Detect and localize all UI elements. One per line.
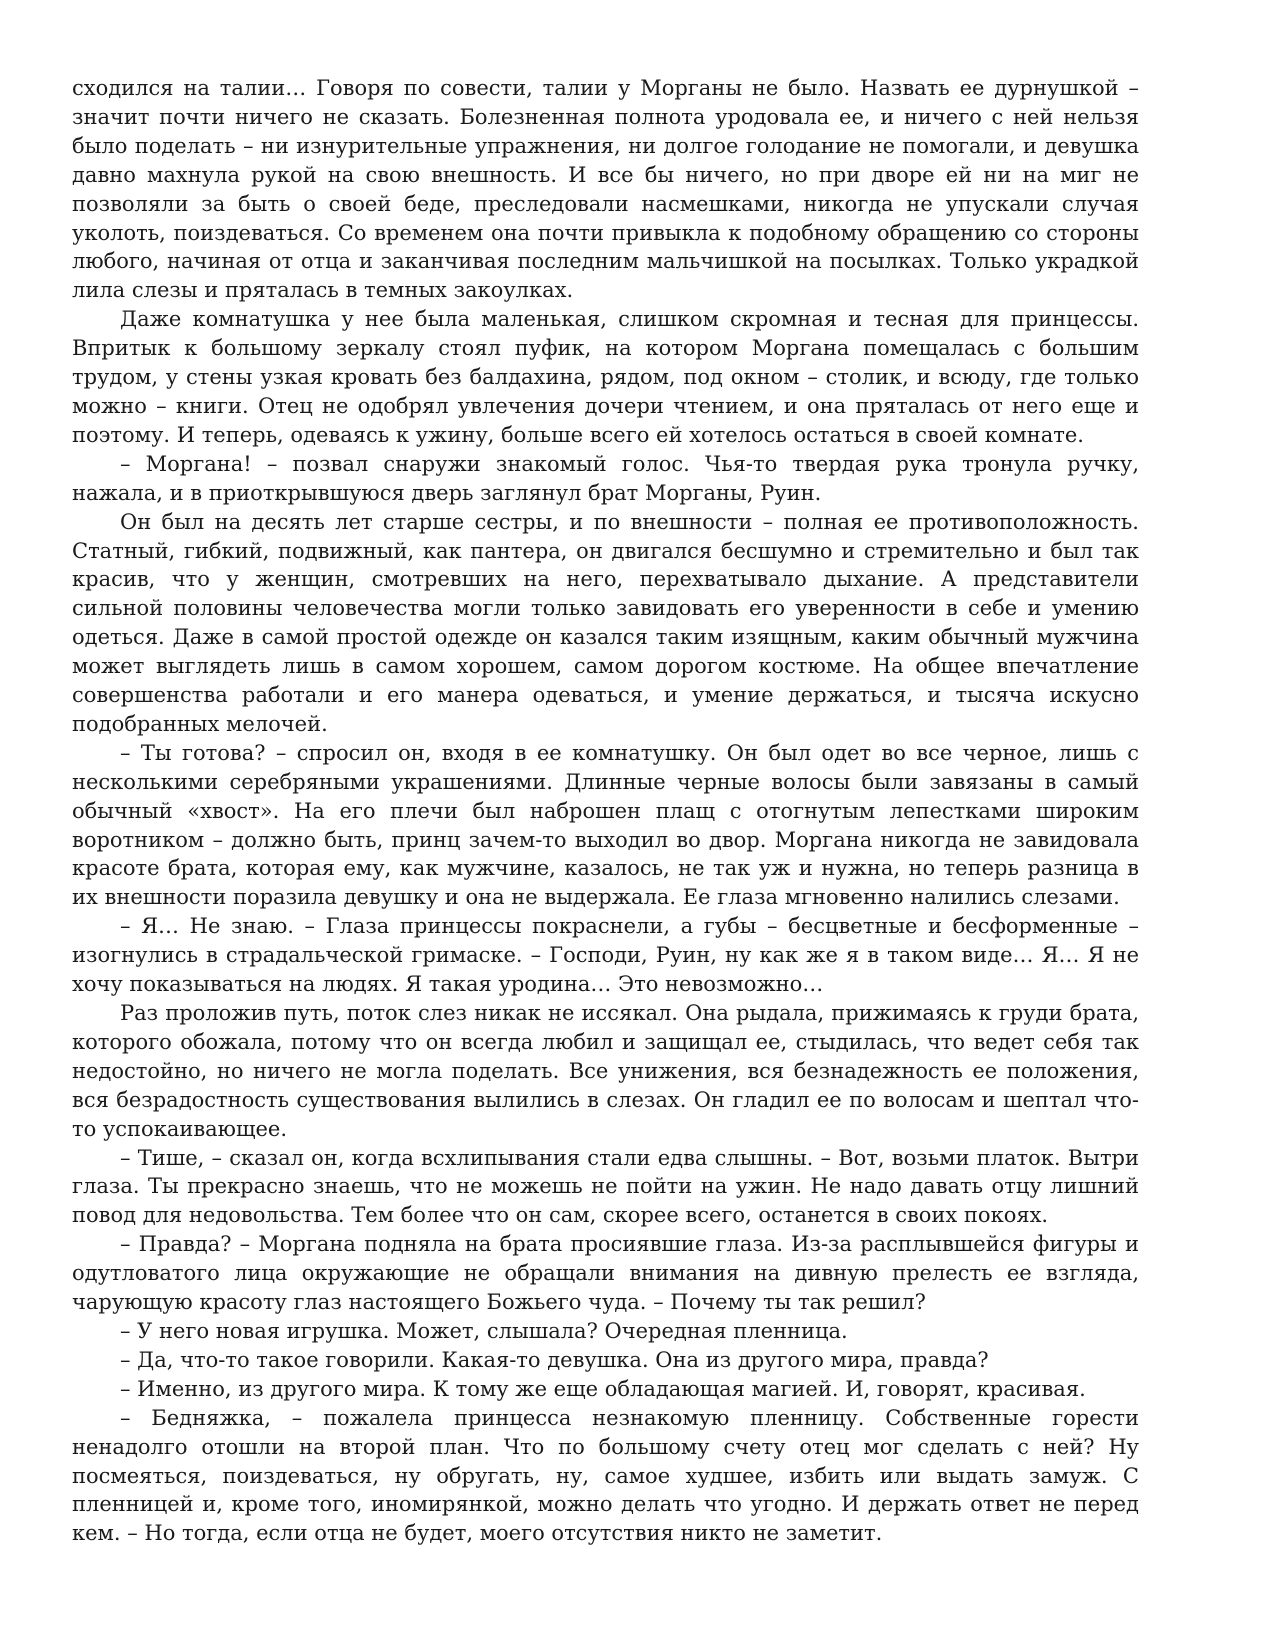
- paragraph: – Я… Не знаю. – Глаза принцессы покраснели, а губы – бесцветные и бесформенные – изогнулись в страдальческой гримаске. – Господи, Руин, ну как же я в таком виде… Я… Я не хочу показываться на людях. Я такая уродина… Это невозможно…: [72, 914, 1139, 997]
- paragraph: – Бедняжка, – пожалела принцесса незнакомую пленницу. Собственные горести ненадолго отошли на второй план. Что по большому счету отец мог сделать с ней? Ну посмеяться, поиздеваться, ну обругать, ну, самое худшее, избить или выдать замуж. С пленницей и, кроме того, иномирянкой, можно делать что угодно. И держать ответ не перед кем. – Но тогда, если отца не будет, моего отсутствия никто не заметит.: [72, 1405, 1139, 1546]
- paragraph: Даже комнатушка у нее была маленькая, слишком скромная и тесная для принцессы. Впритык к большому зеркалу стоял пуфик, на котором Моргана помещалась с большим трудом, у стены узкая кровать без балдахина, рядом, под окном – столик, и всюду, где только можно – книги. Отец не одобрял увлечения дочери чтением, и она пряталась от него еще и поэтому. И теперь, одеваясь к ужину, больше всего ей хотелось остаться в своей комнате.: [72, 307, 1139, 447]
- page-body: [72, 74, 1139, 1548]
- paragraph: – Ты готова? – спросил он, входя в ее комнатушку. Он был одет во все черное, лишь с несколькими серебряными украшениями. Длинные черные волосы были завязаны в самый обычный «хвост». На его плечи был наброшен плащ с отогнутым лепестками широким воротником – должно быть, принц зачем-то выходил во двор. Моргана никогда не завидовала красоте брата, которая ему, как мужчине, казалось, не так уж и нужна, но теперь разница в их внешности поразила девушку и она не выдержала. Ее глаза мгновенно налились слезами.: [72, 740, 1139, 910]
- paragraph: – Правда? – Моргана подняла на брата просиявшие глаза. Из-за расплывшейся фигуры и одутловатого лица окружающие не обращали внимания на дивную прелесть ее взгляда, чарующую красоту глаз настоящего Божьего чуда. – Почему ты так решил?: [72, 1232, 1139, 1315]
- paragraph: Он был на десять лет старше сестры, и по внешности – полная ее противоположность. Статный, гибкий, подвижный, как пантера, он двигался бесшумно и стремительно и был так красив, что у женщин, смотревших на него, перехватывало дыхание. А представители сильной половины человечества могли только завидовать его уверенности в себе и умению одеться. Даже в самой простой одежде он казался таким изящным, каким обычный мужчина может выглядеть лишь в самом хорошем, самом дорогом костюме. На общее впечатление совершенства работали и его манера одеваться, и умение держаться, и тысяча искусно подобранных мелочей.: [72, 509, 1139, 736]
- paragraph: – Тише, – сказал он, когда всхлипывания стали едва слышны. – Вот, возьми платок. Вытри глаза. Ты прекрасно знаешь, что не можешь не пойти на ужин. Не надо давать отцу лишний повод для недовольства. Тем более что он сам, скорее всего, останется в своих покоях.: [72, 1145, 1139, 1228]
- paragraph: – Моргана! – позвал снаружи знакомый голос. Чья-то твердая рука тронула ручку, нажала, и в приоткрывшуюся дверь заглянул брат Морганы, Руин.: [72, 451, 1139, 505]
- paragraph: Раз проложив путь, поток слез никак не иссякал. Она рыдала, прижимаясь к груди брата, которого обожала, потому что он всегда любил и защищал ее, стыдилась, что ведет себя так недостойно, но ничего не могла поделать. Все унижения, вся безнадежность ее положения, вся безрадостность существования вылились в слезах. Он гладил ее по волосам и шептал что-то успокаивающее.: [72, 1001, 1139, 1141]
- paragraph: – Да, что-то такое говорили. Какая-то девушка. Она из другого мира, правда?: [120, 1347, 989, 1372]
- paragraph: – Именно, из другого мира. К тому же еще обладающая магией. И, говорят, красивая.: [120, 1376, 1086, 1401]
- paragraph: – У него новая игрушка. Может, слышала? Очередная пленница.: [120, 1318, 848, 1343]
- paragraph: сходился на талии… Говоря по совести, талии у Морганы не было. Назвать ее дурнушкой – значит почти ничего не сказать. Болезненная полнота уродовала ее, и ничего с ней нельзя было поделать – ни изнурительные упражнения, ни долгое голодание не помогали, и девушка давно махнула рукой на свою внешность. И все бы ничего, но при дворе ей ни на миг не позволяли за быть о своей беде, преследовали насмешками, никогда не упускали случая уколоть, поиздеваться. Со временем она почти привыкла к подобному обращению со стороны любого, начиная от отца и заканчивая последним мальчишкой на посылках. Только украдкой лила слезы и пряталась в темных закоулках.: [72, 76, 1139, 303]
